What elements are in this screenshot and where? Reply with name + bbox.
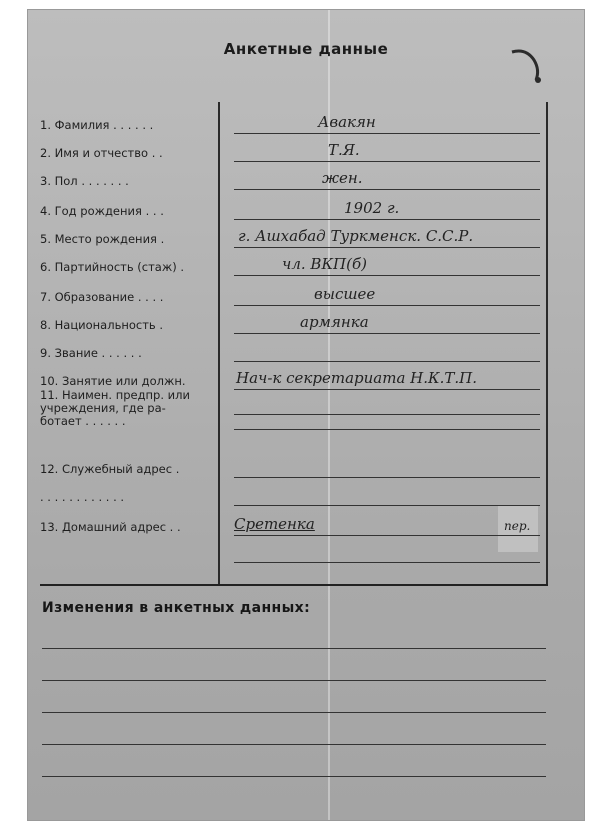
field-label: 6. Партийность (стаж) .: [40, 260, 184, 274]
field-extra-line: [234, 414, 540, 415]
field-value: жен.: [322, 169, 363, 187]
field-row-birthplace: [28, 220, 584, 248]
field-value: Т.Я.: [328, 141, 360, 159]
field-row-nationality: [28, 306, 584, 334]
home-address-suffix: пер.: [504, 519, 531, 533]
field-value: чл. ВКП(б): [282, 255, 367, 273]
changes-line: [42, 648, 546, 649]
field-label: 2. Имя и отчество . .: [40, 146, 163, 160]
field-value: высшее: [314, 285, 376, 303]
field-row-name: [28, 134, 584, 162]
field-label: 5. Место рождения .: [40, 232, 165, 246]
field-value: 1902 г.: [344, 199, 400, 217]
field-label: 4. Год рождения . . .: [40, 204, 164, 218]
field-label: 13. Домашний адрес . .: [40, 520, 181, 534]
field-value: Нач-к секретариата Н.К.Т.П.: [236, 369, 478, 387]
field-row-sex: [28, 162, 584, 190]
field-label: 3. Пол . . . . . . .: [40, 174, 129, 188]
changes-title: Изменения в анкетных данных:: [42, 600, 311, 616]
field-value: г. Ашхабад Туркменск. С.С.Р.: [238, 227, 474, 245]
questionnaire-sheet: [28, 10, 584, 820]
field-row-work-address: [28, 450, 584, 478]
field-value: Авакян: [318, 113, 376, 131]
field-line: [234, 189, 540, 190]
field-row-workplace: [28, 388, 584, 430]
field-row-occupation: [28, 362, 584, 390]
field-label: 7. Образование . . . .: [40, 290, 164, 304]
field-value: армянка: [300, 313, 369, 331]
field-row-surname: [28, 106, 584, 134]
field-line: [234, 429, 540, 430]
field-row-education: [28, 278, 584, 306]
field-row-party: [28, 248, 584, 276]
field-line: [234, 505, 540, 506]
field-label: 10. Занятие или должн.: [40, 374, 186, 388]
field-row-work-address-cont: [28, 478, 584, 506]
changes-line: [42, 712, 546, 713]
field-label: 9. Звание . . . . . .: [40, 346, 142, 360]
field-line: [234, 275, 540, 276]
field-row-rank: [28, 334, 584, 362]
changes-line: [42, 776, 546, 777]
form-title: Анкетные данные: [223, 40, 389, 58]
field-line: [234, 535, 540, 536]
changes-line: [42, 680, 546, 681]
field-label: 12. Служебный адрес .: [40, 462, 180, 476]
field-value: Сретенка: [234, 515, 315, 533]
table-bottom-border: [40, 584, 548, 586]
field-row-birth-year: [28, 192, 584, 220]
field-label: 8. Национальность .: [40, 318, 164, 332]
field-label: . . . . . . . . . . . .: [40, 490, 125, 504]
field-row-home-address: [28, 508, 584, 536]
field-label: 1. Фамилия . . . . . .: [40, 118, 154, 132]
changes-line: [42, 744, 546, 745]
field-label: 11. Наимен. предпр. или учреждения, где ра- ботает . . . . . .: [40, 388, 190, 428]
field-extra-line: [234, 562, 540, 563]
paper-clip-mark: [508, 46, 548, 86]
